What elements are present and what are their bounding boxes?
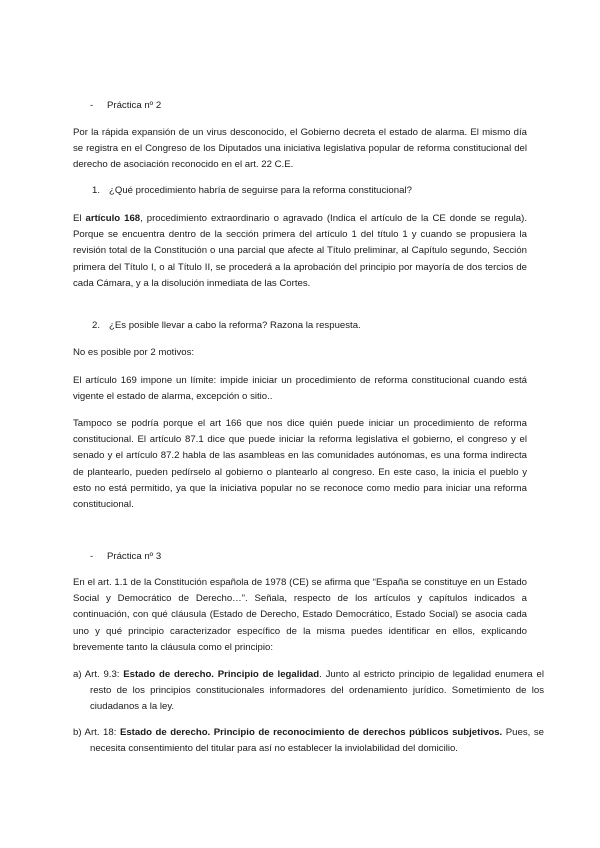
practica-2-intro: Por la rápida expansión de un virus desconocido, el Gobierno decreta el estado de alarma. El mismo día se registra en el Congreso de los Diputados una iniciativa legislativa popular de reforma constitucional del derecho de asociación reconocido en el art. 22 C.E. [73, 127, 527, 171]
question-number: 1. [92, 185, 101, 196]
practica-3-heading [90, 550, 161, 564]
question-text: ¿Es posible llevar a cabo la reforma? Razona la respuesta. [109, 320, 361, 331]
item-b-label: b) Art. 18: [73, 727, 120, 738]
answer-2-intro: No es posible por 2 motivos: [73, 347, 195, 358]
practica-2-heading [90, 99, 161, 113]
item-b-rest: Pues, se necesita consentimiento del titular para así no establecer la inviolabilidad del domicilio. [90, 727, 544, 755]
item-a [73, 667, 544, 716]
question-text: ¿Qué procedimiento habría de seguirse para la reforma constitucional? [109, 185, 412, 196]
item-b [73, 725, 544, 757]
item-b-bold: Estado de derecho. Principio de reconocimiento de derechos públicos subjetivos. [119, 727, 503, 738]
bullet-dash: - [90, 551, 94, 562]
answer-2-paragraph-2: Tampoco se podría porque el art 166 que nos dice quién puede iniciar un procedimiento de reforma constitucional. El artículo 87.1 dice que puede iniciar la reforma legislativa el gobierno, el congreso y el senado y el artículo 87.2 habla de las asambleas en las comunidades autónomas, es una forma indirecta de plantearlo, pueden pedírselo al gobierno o plantearlo al congreso. En este caso, la inicia el pueblo y esto no está permitido, ya que la iniciativa popular no se reconoce como medio para iniciar una reforma constitucional. [73, 418, 527, 511]
answer-1 [73, 211, 527, 292]
question-2 [92, 319, 361, 333]
item-a-bold: Estado de derecho. Principio de legalidad [123, 669, 320, 680]
item-a-label: a) Art. 9.3: [73, 669, 124, 680]
heading-text: Práctica nº 3 [107, 551, 162, 562]
answer-1-pre: El [73, 213, 86, 224]
question-number: 2. [92, 320, 101, 331]
question-1 [92, 184, 412, 198]
answer-1-bold: artículo 168 [85, 213, 141, 224]
answer-2-paragraph-1: El artículo 169 impone un límite: impide iniciar un procedimiento de reforma constitucional cuando está vigente el estado de alarma, excepción o sitio.. [73, 375, 527, 403]
item-a-rest: . Junto al estricto principio de legalidad enumera el resto de los principios constitucionales informadores del ordenamiento jurídico. Sometimiento de los ciudadanos a la ley. [90, 669, 544, 713]
bullet-dash: - [90, 100, 94, 111]
answer-1-rest: , procedimiento extraordinario o agravado (Indica el artículo de la CE donde se regula). Porque se encuentra dentro de la sección primera del artículo 1 del título 1 y cuando se propusiera la revisión total de la Constitución o una parcial que afecte al Título preliminar, al Capítulo segundo, Sección primera del Título I, o al Título II, se procederá a la aprobación del principio por mayoría de dos tercios de cada Cámara, y a la disolución inmediata de las Cortes. [73, 213, 528, 289]
practica-3-intro: En el art. 1.1 de la Constitución española de 1978 (CE) se afirma que “España se constituye en un Estado Social y Democrático de Derecho…”. Señala, respecto de los artículos y capítulos indicados a continuación, con qué cláusula (Estado de Derecho, Estado Democrático, Estado Social) se asocia cada uno y qué principio caracterizador específico de la misma puedes identificar en ellos, explicando brevemente tanto la cláusula como el principio: [73, 577, 527, 653]
heading-text: Práctica nº 2 [107, 100, 162, 111]
